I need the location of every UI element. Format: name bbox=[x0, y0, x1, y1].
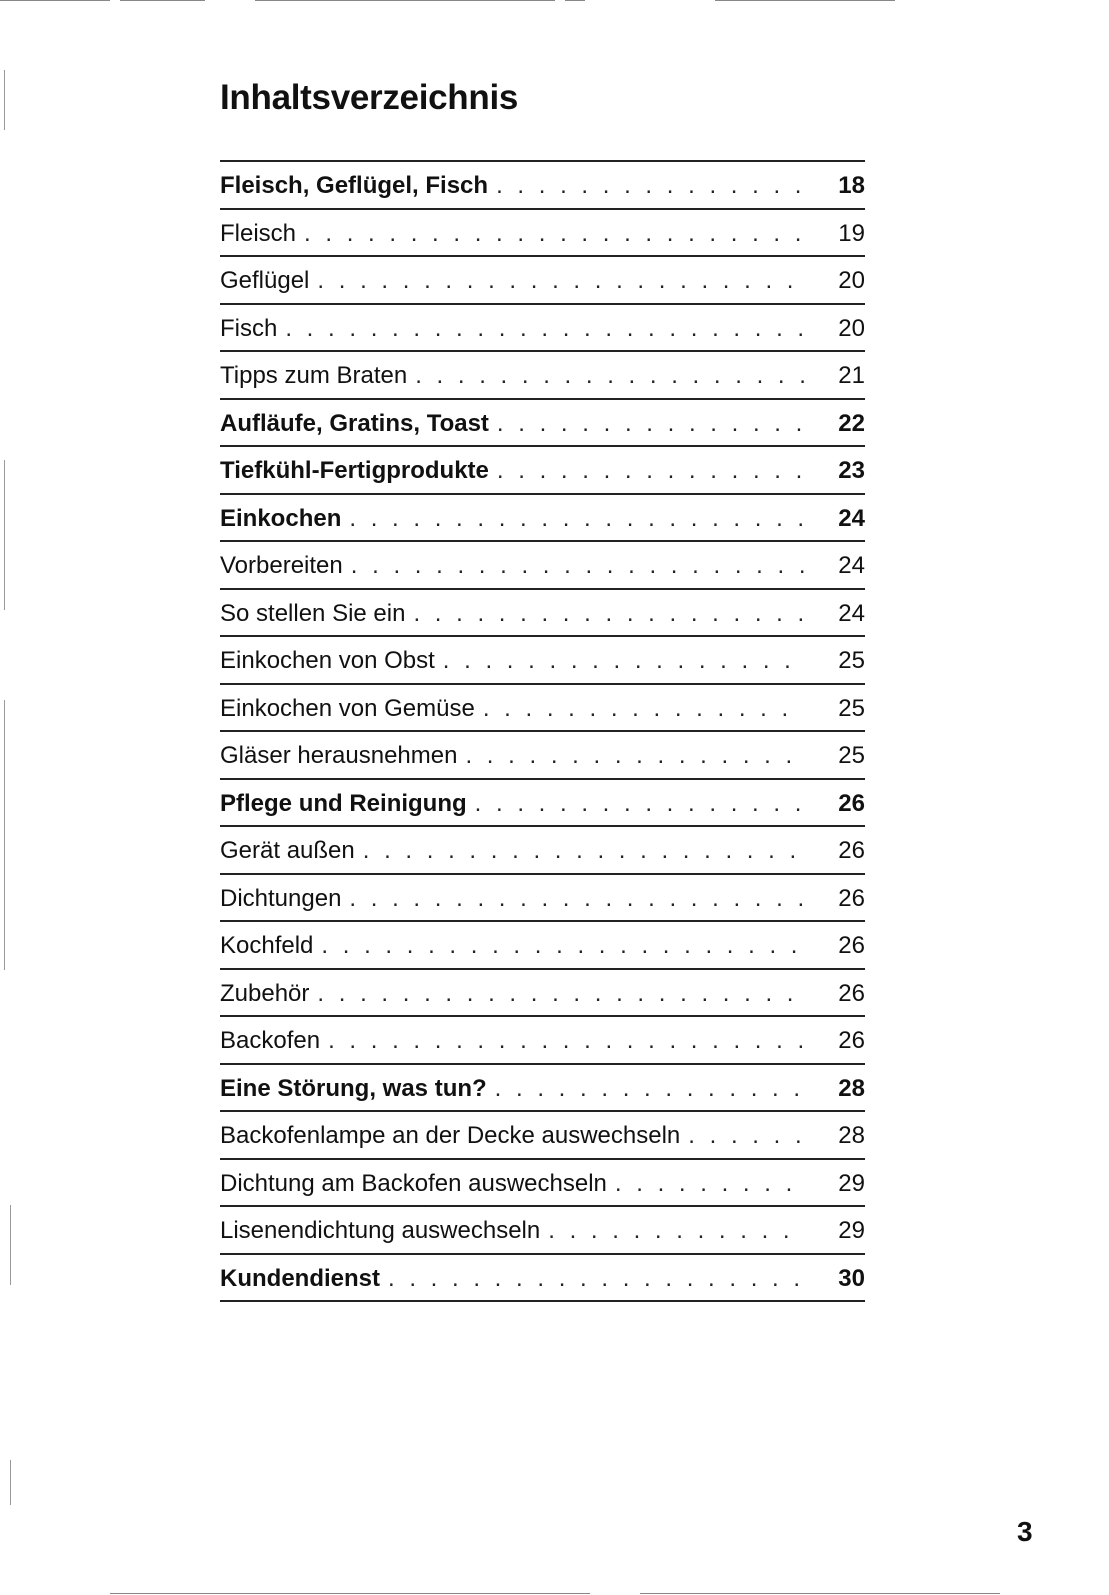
toc-subsection-row bbox=[220, 1112, 865, 1160]
toc-entry-title: Geflügel bbox=[220, 267, 310, 294]
toc-entry-title: Einkochen bbox=[220, 504, 342, 532]
toc-entry-title: Kochfeld bbox=[220, 932, 314, 959]
toc-subsection-row bbox=[220, 542, 865, 590]
toc-dot-leader bbox=[413, 600, 805, 628]
page-number: 3 bbox=[1017, 1516, 1033, 1547]
toc-subsection-row bbox=[220, 1207, 865, 1255]
toc-entry-title: Backofen bbox=[220, 1027, 321, 1054]
toc-entry-page: 22 bbox=[838, 409, 865, 437]
toc-subsection-row bbox=[220, 875, 865, 923]
toc-entry-title: Vorbereiten bbox=[220, 552, 343, 579]
toc-entry-page: 19 bbox=[838, 219, 865, 247]
toc-entry-title: Aufläufe, Gratins, Toast bbox=[220, 409, 489, 437]
toc-dot-leader bbox=[688, 1122, 805, 1150]
toc-entry-title: Gläser herausnehmen bbox=[220, 742, 458, 769]
toc-entry-title: Backofenlampe an der Decke auswechseln bbox=[220, 1122, 681, 1149]
toc-entry-page: 29 bbox=[838, 1169, 865, 1197]
toc-subsection-row bbox=[220, 1017, 865, 1065]
toc-section-row bbox=[220, 1065, 865, 1113]
toc-entry-title: Kundendienst bbox=[220, 1264, 380, 1292]
toc-entry-title: Fisch bbox=[220, 314, 278, 342]
toc-entry-page: 20 bbox=[838, 314, 865, 342]
toc-entry-page: 25 bbox=[838, 742, 865, 769]
toc-entry-page: 26 bbox=[838, 789, 865, 817]
toc-entry-title: Lisenendichtung auswechseln bbox=[220, 1217, 541, 1244]
toc-entry-page: 24 bbox=[838, 599, 865, 627]
toc-entry-title: Einkochen von Obst bbox=[220, 647, 435, 674]
toc-subsection-row bbox=[220, 970, 865, 1018]
toc-entry-title: Eine Störung, was tun? bbox=[220, 1074, 487, 1102]
toc-dot-leader bbox=[483, 695, 805, 723]
toc-subsection-row bbox=[220, 637, 865, 685]
toc-dot-leader bbox=[465, 742, 805, 770]
toc-section-row bbox=[220, 447, 865, 495]
toc-entry-title: Tipps zum Braten bbox=[220, 362, 408, 389]
toc-dot-leader bbox=[321, 932, 805, 960]
toc-dot-leader bbox=[497, 410, 805, 438]
toc-dot-leader bbox=[285, 315, 805, 343]
toc-dot-leader bbox=[317, 980, 805, 1008]
toc-dot-leader bbox=[304, 220, 805, 248]
toc-dot-leader bbox=[548, 1217, 805, 1245]
toc-entry-page: 26 bbox=[838, 1027, 865, 1054]
toc-dot-leader bbox=[349, 885, 805, 913]
table-of-contents bbox=[220, 160, 865, 1302]
toc-section-row bbox=[220, 1255, 865, 1303]
toc-entry-page: 29 bbox=[838, 1217, 865, 1244]
toc-dot-leader bbox=[317, 267, 805, 295]
toc-dot-leader bbox=[497, 457, 805, 485]
toc-dot-leader bbox=[328, 1027, 805, 1055]
toc-section-row bbox=[220, 400, 865, 448]
toc-entry-title: Dichtungen bbox=[220, 884, 342, 912]
toc-entry-title: Dichtung am Backofen auswechseln bbox=[220, 1169, 607, 1197]
toc-dot-leader bbox=[475, 790, 805, 818]
toc-entry-title: Zubehör bbox=[220, 979, 310, 1007]
toc-subsection-row bbox=[220, 827, 865, 875]
toc-dot-leader bbox=[443, 647, 805, 675]
toc-subsection-row bbox=[220, 732, 865, 780]
page-title: Inhaltsverzeichnis bbox=[220, 78, 519, 117]
toc-subsection-row bbox=[220, 257, 865, 305]
toc-dot-leader bbox=[363, 837, 805, 865]
toc-entry-title: Fleisch bbox=[220, 219, 297, 247]
toc-entry-page: 26 bbox=[838, 932, 865, 959]
toc-entry-page: 26 bbox=[838, 979, 865, 1007]
toc-dot-leader bbox=[415, 362, 805, 390]
toc-entry-page: 24 bbox=[838, 504, 865, 532]
toc-dot-leader bbox=[615, 1170, 805, 1198]
toc-entry-page: 18 bbox=[838, 172, 865, 199]
toc-section-row bbox=[220, 162, 865, 210]
toc-entry-page: 23 bbox=[838, 457, 865, 484]
toc-entry-page: 20 bbox=[838, 267, 865, 294]
toc-entry-page: 25 bbox=[838, 694, 865, 722]
toc-entry-title: Pflege und Reinigung bbox=[220, 789, 467, 817]
toc-entry-page: 21 bbox=[838, 362, 865, 389]
toc-entry-page: 28 bbox=[838, 1122, 865, 1149]
toc-entry-title: Gerät außen bbox=[220, 837, 355, 864]
toc-dot-leader bbox=[349, 505, 805, 533]
toc-section-row bbox=[220, 495, 865, 543]
toc-dot-leader bbox=[351, 552, 805, 580]
toc-entry-page: 24 bbox=[838, 552, 865, 579]
toc-subsection-row bbox=[220, 210, 865, 258]
toc-entry-title: Tiefkühl-Fertigprodukte bbox=[220, 457, 489, 484]
toc-subsection-row bbox=[220, 305, 865, 353]
toc-section-row bbox=[220, 780, 865, 828]
toc-subsection-row bbox=[220, 590, 865, 638]
toc-entry-title: Fleisch, Geflügel, Fisch bbox=[220, 172, 489, 199]
toc-entry-page: 28 bbox=[838, 1074, 865, 1102]
toc-entry-title: Einkochen von Gemüse bbox=[220, 694, 475, 722]
toc-entry-title: So stellen Sie ein bbox=[220, 599, 406, 627]
toc-dot-leader bbox=[495, 1075, 805, 1103]
toc-dot-leader bbox=[388, 1265, 805, 1293]
toc-entry-page: 30 bbox=[838, 1264, 865, 1292]
toc-dot-leader bbox=[496, 172, 805, 200]
toc-subsection-row bbox=[220, 1160, 865, 1208]
toc-entry-page: 26 bbox=[838, 884, 865, 912]
toc-subsection-row bbox=[220, 685, 865, 733]
toc-subsection-row bbox=[220, 922, 865, 970]
toc-entry-page: 25 bbox=[838, 647, 865, 674]
toc-subsection-row bbox=[220, 352, 865, 400]
toc-entry-page: 26 bbox=[838, 837, 865, 864]
